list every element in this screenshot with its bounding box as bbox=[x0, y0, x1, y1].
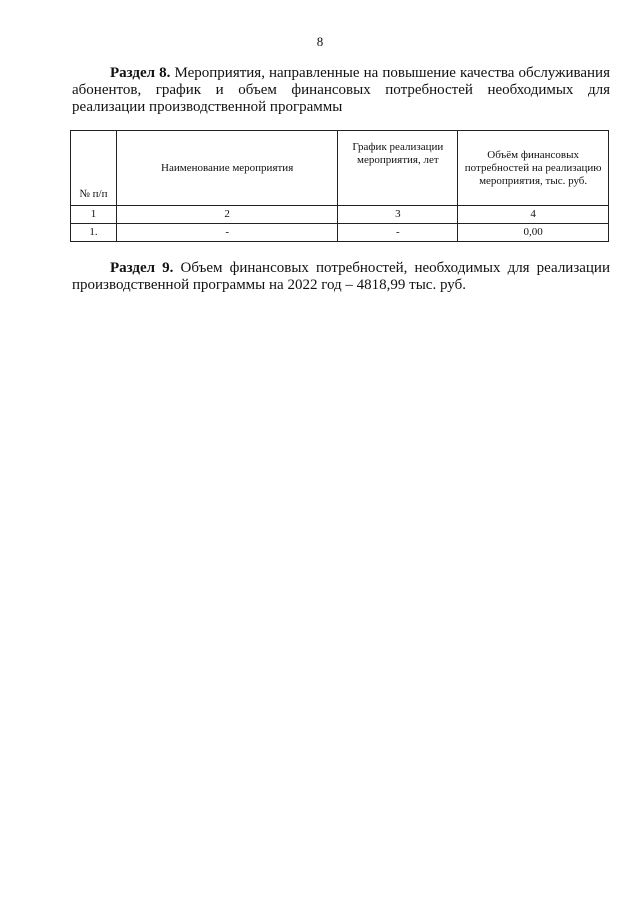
table-header-row bbox=[71, 131, 609, 206]
table-cell-schedule: - bbox=[338, 224, 458, 242]
header-schedule: График реализации мероприятия, лет bbox=[338, 131, 458, 206]
column-number-cell: 4 bbox=[458, 206, 609, 224]
table-row bbox=[71, 224, 609, 242]
column-number-cell: 3 bbox=[338, 206, 458, 224]
header-number: № п/п bbox=[71, 131, 117, 206]
table-cell-number: 1. bbox=[71, 224, 117, 242]
page-number: 8 bbox=[316, 34, 324, 49]
section-9-text: Объем финансовых потребностей, необходимых для реализации производственной программы на 2022 год – 4818,99 тыс. руб. bbox=[72, 260, 610, 293]
table-cell-measure: - bbox=[116, 224, 338, 242]
measures-table bbox=[70, 130, 609, 242]
column-number-cell: 1 bbox=[71, 206, 117, 224]
header-financial-needs: Объём финансовых потребностей на реализацию мероприятия, тыс. руб. bbox=[458, 131, 609, 206]
section-8-paragraph bbox=[72, 65, 610, 116]
section-8-label: Раздел 8. bbox=[110, 65, 171, 81]
table-column-number-row bbox=[71, 206, 609, 224]
column-number-cell: 2 bbox=[116, 206, 338, 224]
section-8-text: Мероприятия, направленные на повышение качества обслуживания абонентов, график и объем финансовых потребностей необходимых для реализации производственной программы bbox=[72, 65, 610, 115]
header-measure-name: Наименование мероприятия bbox=[116, 131, 338, 206]
section-9-label: Раздел 9. bbox=[110, 260, 174, 276]
table-cell-amount: 0,00 bbox=[458, 224, 609, 242]
section-9-paragraph bbox=[72, 260, 610, 294]
